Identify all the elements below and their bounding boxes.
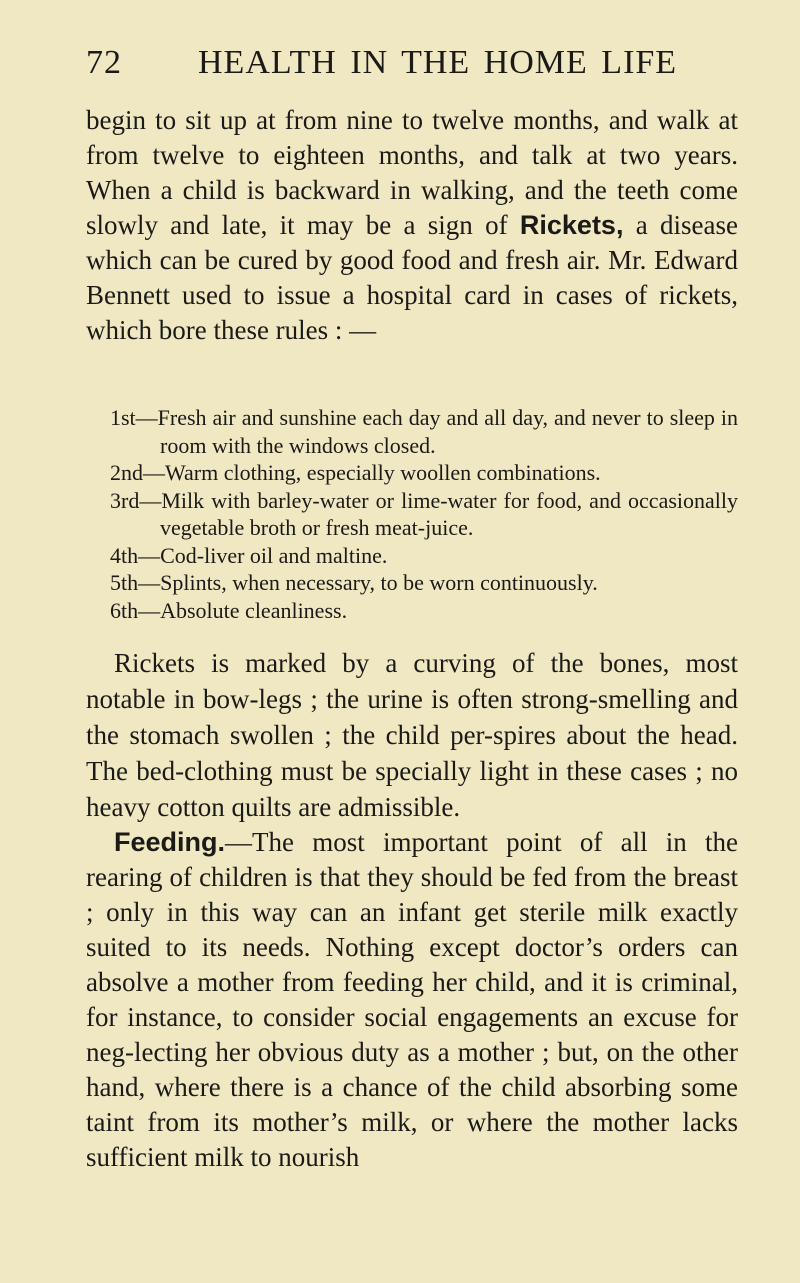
rule-item-5: 5th—Splints, when necessary, to be worn continuously. (110, 570, 598, 595)
intro-paragraph (86, 103, 738, 348)
rule-item-1: 1st—Fresh air and sunshine each day and all day, and never to sleep in room with the windows closed. (110, 405, 738, 458)
rule-item-3: 3rd—Milk with barley-water or lime-water for food, and occasionally vegetable broth or fresh meat-juice. (110, 487, 738, 540)
rickets-symptoms-paragraph (86, 645, 738, 825)
feeding-paragraph (86, 825, 738, 1175)
page-number: 72 (86, 44, 122, 81)
rule-item-4: 4th—Cod-liver oil and maltine. (110, 542, 388, 568)
rickets-term: Rickets, (519, 210, 624, 240)
intro-text-start: begin to sit up at from nine to twelve months, and walk at from twelve to eighteen months, and talk at two years. When a child is backward in walking, and the teeth come slowly and late, it may be a sign of (86, 105, 738, 240)
rickets-rules-list (86, 404, 738, 624)
intro-text-end: a disease which can be cured by good food and fresh air. Mr. Edward Bennett used to issue a hospital card in cases of rickets, which bore these rules : — (86, 210, 739, 345)
running-head (86, 44, 738, 88)
rickets-symptoms-text: Rickets is marked by a curving of the bones, most notable in bow-legs ; the urine is often strong-smelling and the stomach swollen ; the child per-spires about the head. The bed-clothing must be specially light in these cases ; no heavy cotton quilts are admissible. (86, 648, 738, 822)
feeding-text: —The most important point of all in the rearing of children is that they should be fed from the breast ; only in this way can an infant get sterile milk exactly suited to its needs. Nothing except doctor’s orders can absolve a mother from feeding her child, and it is criminal, for instance, to consider social engagements an excuse for neg-lecting her obvious duty as a mother ; but, on the other hand, where there is a chance of the child absorbing some taint from its mother’s milk, or where the mother lacks sufficient milk to nourish (86, 827, 738, 1172)
feeding-heading: Feeding. (114, 827, 226, 857)
running-title: HEALTH IN THE HOME LIFE (198, 44, 678, 81)
rule-item-2: 2nd—Warm clothing, especially woollen combinations. (110, 460, 601, 485)
rule-item-6: 6th—Absolute cleanliness. (110, 597, 348, 623)
